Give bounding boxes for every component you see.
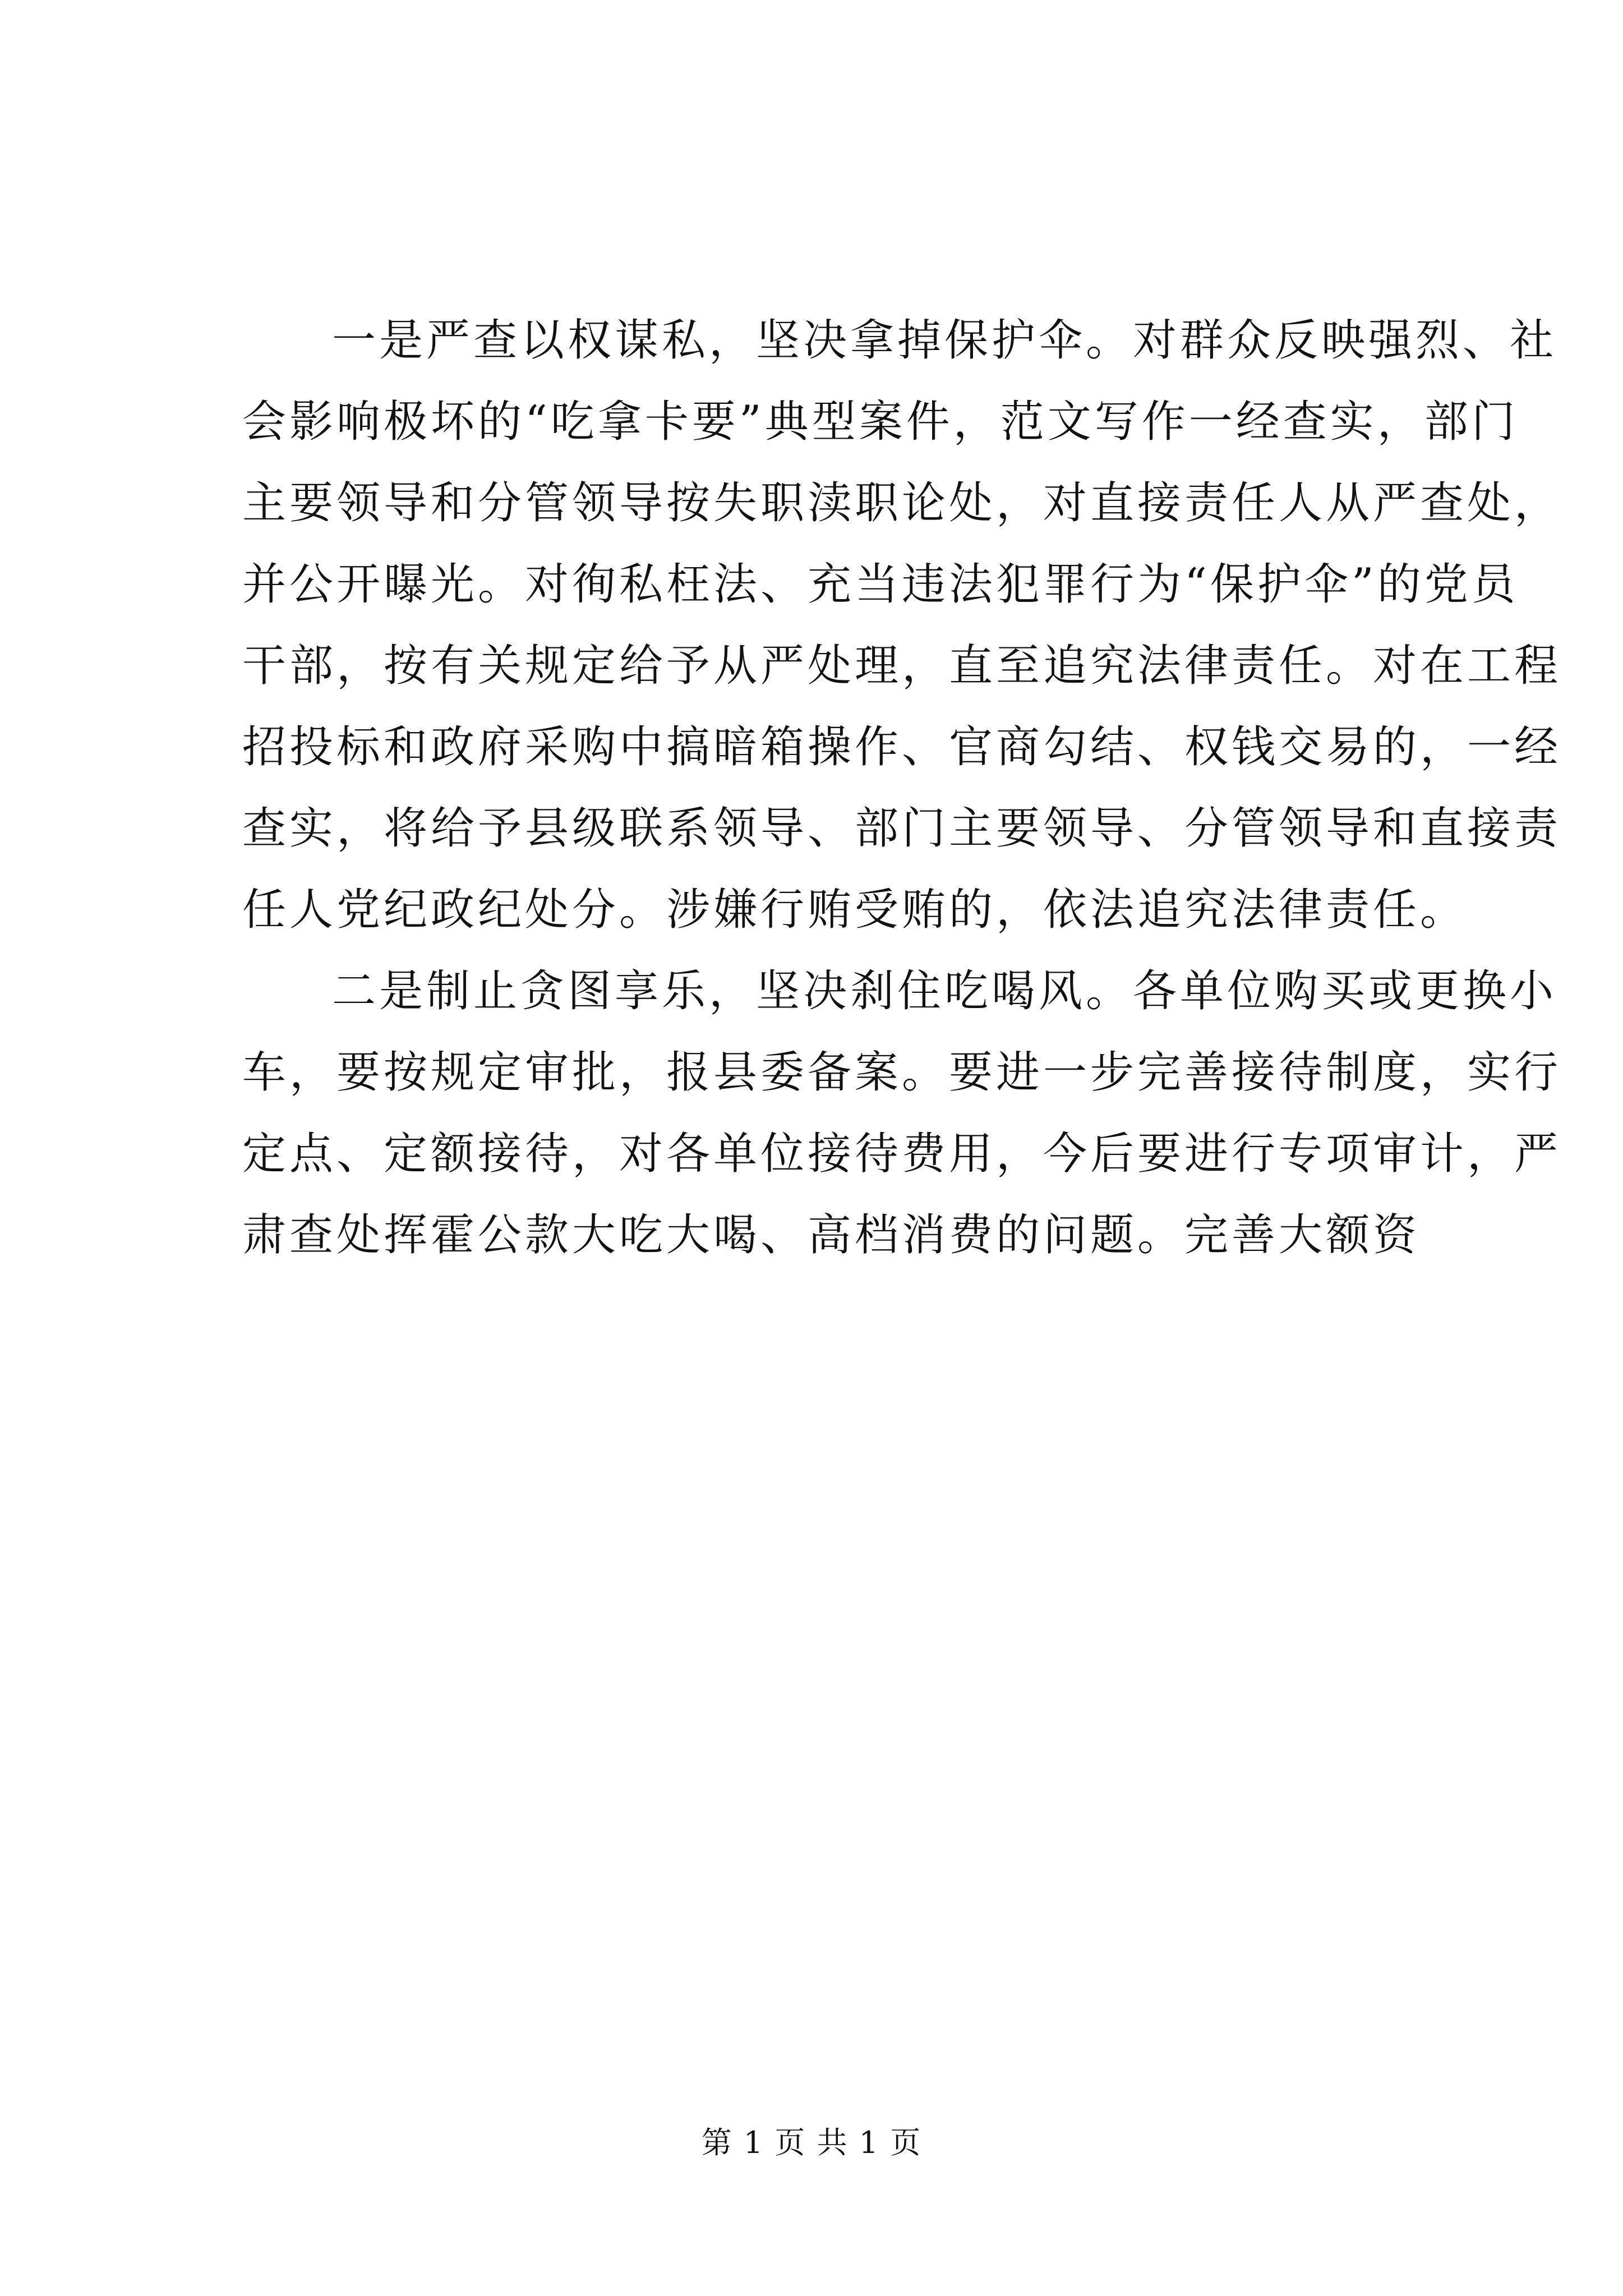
paragraph-line: 会影响极坏的“吃拿卡要”典型案件，范文写作一经查实，部门 bbox=[242, 397, 1519, 447]
paragraph-line: 肃查处挥霍公款大吃大喝、高档消费的问题。完善大额资 bbox=[242, 1210, 1421, 1260]
paragraph-line: 车，要按规定审批，报县委备案。要进一步完善接待制度，实行 bbox=[242, 1047, 1562, 1098]
paragraph-line: 招投标和政府采购中搞暗箱操作、官商勾结、权钱交易的，一经 bbox=[242, 722, 1562, 772]
paragraph-line: 二是制止贪图享乐，坚决刹住吃喝风。各单位购买或更换小 bbox=[332, 966, 1557, 1016]
page-footer: 第 1 页 共 1 页 bbox=[701, 2125, 922, 2160]
paragraph-line: 定点、定额接待，对各单位接待费用，今后要进行专项审计，严 bbox=[242, 1129, 1562, 1179]
paragraph-line: 并公开曝光。对徇私枉法、充当违法犯罪行为“保护伞”的党员 bbox=[242, 559, 1519, 610]
paragraph-line: 一是严查以权谋私，坚决拿掉保护伞。对群众反映强烈、社 bbox=[332, 315, 1557, 366]
paragraph-line: 查实，将给予县级联系领导、部门主要领导、分管领导和直接责 bbox=[242, 803, 1562, 854]
paragraph-line: 任人党纪政纪处分。涉嫌行贿受贿的，依法追究法律责任。 bbox=[242, 885, 1468, 935]
paragraph-2 bbox=[242, 951, 1562, 1276]
paragraph-1 bbox=[242, 300, 1562, 951]
paragraph-line: 主要领导和分管领导按失职渎职论处，对直接责任人从严查处， bbox=[242, 478, 1562, 528]
document-body bbox=[242, 300, 1562, 1276]
paragraph-line: 干部，按有关规定给予从严处理，直至追究法律责任。对在工程 bbox=[242, 641, 1562, 691]
